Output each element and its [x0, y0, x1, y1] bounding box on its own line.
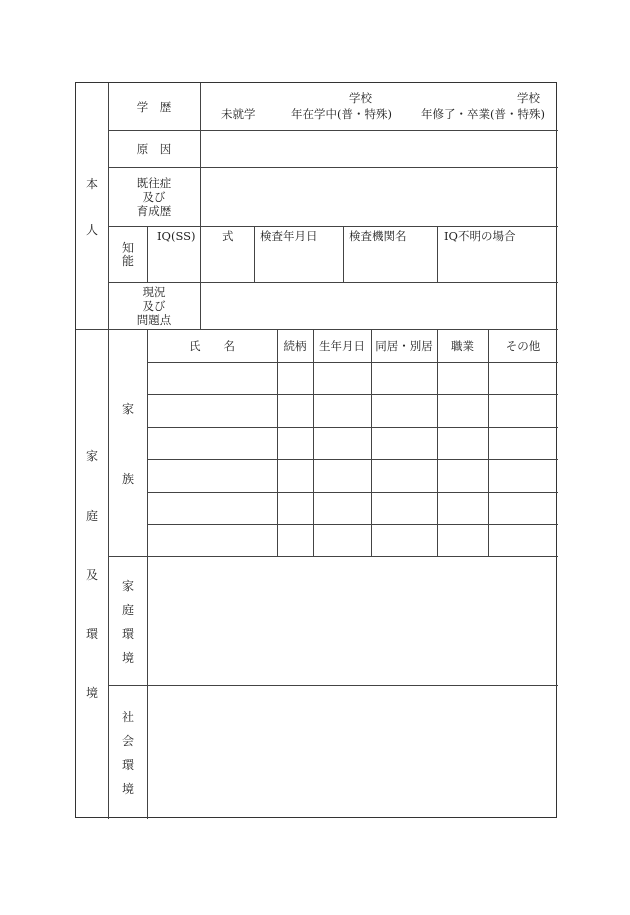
iq-column-header: 式	[222, 229, 234, 243]
education-graduated: 年修了・卒業(普・特殊)	[421, 107, 545, 121]
family-column-header: 氏 名	[189, 339, 235, 353]
education-school-2: 学校	[517, 91, 540, 105]
divider	[147, 226, 148, 282]
social-environment-label: 会	[121, 734, 134, 748]
home-environment-label: 家	[121, 579, 134, 593]
divider	[108, 226, 558, 227]
intelligence-label: 知	[121, 241, 134, 255]
section-label-self: 本	[85, 177, 98, 191]
divider	[437, 226, 438, 282]
section-label-family: 及	[85, 568, 98, 582]
section-label-family: 境	[85, 686, 98, 700]
home-environment-label: 環	[121, 627, 134, 641]
education-enrolled: 年在学中(普・特殊)	[291, 107, 392, 121]
divider	[147, 459, 558, 460]
current-status-label: 現況 及び 問題点	[136, 285, 172, 327]
divider	[313, 329, 314, 556]
education-school-1: 学校	[349, 91, 372, 105]
section-label-family: 環	[85, 627, 98, 641]
iq-column-header: IQ不明の場合	[444, 229, 516, 243]
divider	[108, 556, 558, 557]
section-label-family: 庭	[85, 509, 98, 523]
family-column-header: 続柄	[283, 339, 307, 353]
divider	[437, 329, 438, 556]
record-form	[75, 82, 557, 818]
family-column-header: 職業	[451, 339, 474, 353]
education-label: 学 歴	[136, 100, 172, 114]
divider	[147, 427, 558, 428]
divider	[147, 329, 148, 819]
history-label: 既往症 及び 育成歴	[136, 176, 172, 218]
family-column-header: 生年月日	[319, 339, 365, 353]
social-environment-label: 環	[121, 758, 134, 772]
divider	[108, 685, 558, 686]
education-not-enrolled: 未就学	[221, 107, 256, 121]
home-environment-label: 境	[121, 651, 134, 665]
social-environment-label: 境	[121, 782, 134, 796]
divider	[254, 226, 255, 282]
divider	[147, 524, 558, 525]
divider	[200, 83, 201, 329]
divider	[488, 329, 489, 556]
divider	[277, 329, 278, 556]
divider	[108, 167, 558, 168]
family-column-header: その他	[505, 339, 541, 353]
divider	[147, 394, 558, 395]
intelligence-label: 能	[121, 254, 134, 268]
divider	[108, 282, 558, 283]
section-label-family: 家	[85, 449, 98, 463]
family-label: 族	[121, 472, 134, 486]
cause-label: 原 因	[136, 142, 172, 156]
iq-column-header: 検査機関名	[349, 229, 407, 243]
family-label: 家	[121, 402, 134, 416]
divider	[371, 329, 372, 556]
iq-column-header: IQ(SS)	[157, 229, 196, 243]
family-column-header: 同居・別居	[375, 339, 433, 353]
divider	[147, 492, 558, 493]
section-label-self: 人	[85, 223, 98, 237]
divider	[147, 362, 558, 363]
divider	[343, 226, 344, 282]
home-environment-label: 庭	[121, 603, 134, 617]
iq-column-header: 検査年月日	[260, 229, 318, 243]
divider	[108, 130, 558, 131]
divider	[76, 329, 558, 330]
social-environment-label: 社	[121, 710, 134, 724]
